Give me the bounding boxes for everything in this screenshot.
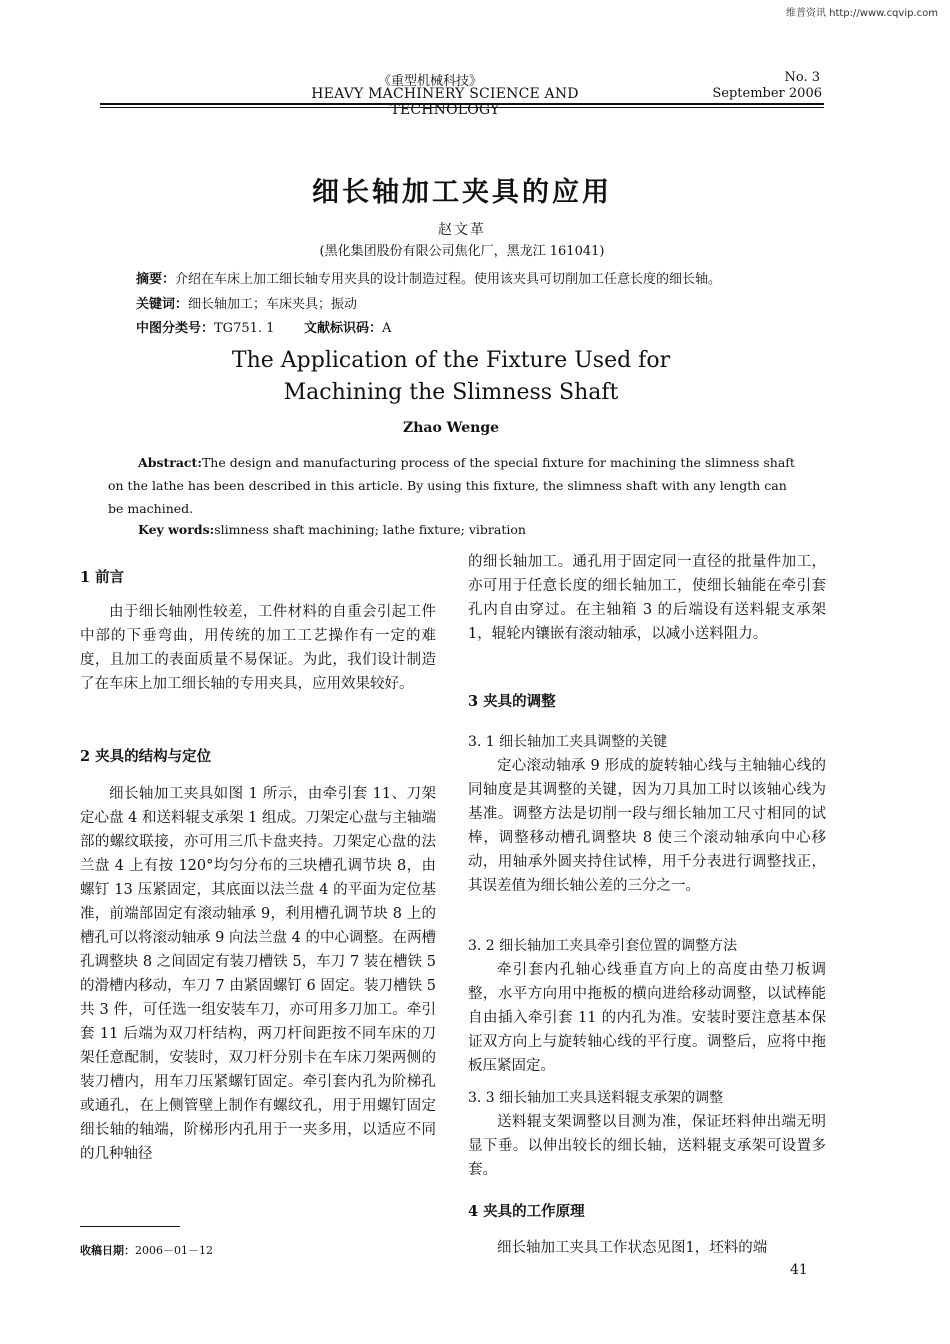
keywords-en-label: Key words: xyxy=(138,522,215,537)
section-3-2-heading: 3. 2 细长轴加工夹具牵引套位置的调整方法 xyxy=(468,938,738,954)
right-column-continuation xyxy=(468,550,826,646)
section-3-3-body xyxy=(468,1110,826,1182)
page-number: 41 xyxy=(790,1262,808,1278)
classification-cn xyxy=(136,317,274,336)
keywords-cn xyxy=(136,293,357,312)
author-en: Zhao Wenge xyxy=(402,420,500,436)
doc-code-cn xyxy=(304,317,391,336)
keywords-en xyxy=(138,522,526,537)
section-3-3-heading: 3. 3 细长轴加工夹具送料辊支承架的调整 xyxy=(468,1090,724,1106)
section-1-heading: 1 前言 xyxy=(80,569,125,586)
title-en-line2: Machining the Slimness Shaft xyxy=(283,380,619,405)
journal-title-cn: 《重型机械科技》 xyxy=(377,74,482,89)
section-3-3-paragraph: 送料辊支架调整以目测为准，保证坯料伸出端无明显下垂。以伸出较长的细长轴，送料辊支承架可设置多套。 xyxy=(468,1114,826,1178)
received-date xyxy=(80,1242,213,1258)
section-1-body xyxy=(80,600,436,696)
classification-cn-label: 中图分类号： xyxy=(136,321,215,336)
section-3-2-paragraph: 牵引套内孔轴心线垂直方向上的高度由垫刀板调整，水平方向用中拖板的横向进给移动调整，以试棒能自由插入牵引套 11 的内孔为准。安装时要注意基本保证双方向上与旋转轴心线的平行度。调整后，应将中拖板压紧固定。 xyxy=(468,962,826,1074)
abstract-cn-text: 介绍在车床上加工细长轴专用夹具的设计制造过程。使用该夹具可切削加工任意长度的细长轴。 xyxy=(175,272,722,287)
abstract-en-text: The design and manufacturing process of the special fixture for machining the slimness shaft on the lathe has been described in this article. By using this fixture, the slimness shaft with any length can be machined. xyxy=(108,455,795,516)
title-en-line1: The Application of the Fixture Used for xyxy=(231,348,671,373)
received-date-label: 收稿日期： xyxy=(80,1244,135,1257)
section-3-heading: 3 夹具的调整 xyxy=(468,693,556,710)
doc-code-cn-label: 文献标识码： xyxy=(304,321,383,336)
section-3-1-paragraph: 定心滚动轴承 9 形成的旋转轴心线与主轴轴心线的同轴度是其调整的关键，因为刀具加工时以该轴心线为基准。调整方法是切削一段与细长轴加工尺寸相同的试棒，调整移动槽孔调整块 8 使三个滚动轴承向中心移动，用轴承外圆夹持住试棒，用千分表进行调整找正，其误差值为细长轴公差的三分之一。 xyxy=(468,758,826,894)
section-4-heading: 4 夹具的工作原理 xyxy=(468,1203,585,1220)
keywords-cn-label: 关键词： xyxy=(136,297,189,312)
section-1-paragraph: 由于细长轴刚性较差，工件材料的自重会引起工件中部的下垂弯曲，用传统的加工工艺操作有一定的难度，且加工的表面质量不易保证。为此，我们设计制造了在车床上加工细长轴的专用夹具，应用效果较好。 xyxy=(80,604,436,692)
issue-number: No. 3 xyxy=(784,70,820,85)
abstract-cn xyxy=(136,268,721,287)
section-3-1-heading: 3. 1 细长轴加工夹具调整的关键 xyxy=(468,734,668,750)
author-cn: 赵文革 xyxy=(438,222,486,238)
section-2-paragraph: 细长轴加工夹具如图 1 所示，由牵引套 11、刀架定心盘 4 和送料辊支承架 1 组成。刀架定心盘与主轴端部的螺纹联接，亦可用三爪卡盘夹持。刀架定心盘的法兰盘 4 上有按 120°均匀分布的三块槽孔调节块 8，由螺钉 13 压紧固定，其底面以法兰盘 4 的平面为定位基准，前端部固定有滚动轴承 9，利用槽孔调节块 8 上的槽孔可以将滚动轴承 9 向法兰盘 4 的中心调整。在两槽孔调整块 8 之间固定有装刀槽铁 5，车刀 7 装在槽铁 5 的滑槽内移动，车刀 7 由紧固螺钉 6 固定。装刀槽铁 5 共 3 件，可任选一组安装车刀，亦可用多刀加工。牵引套 11 后端为双刀杆结构，两刀杆间距按不同车床的刀架任意配制，安装时，双刀杆分别卡在车床刀架两侧的装刀槽内，用车刀压紧螺钉固定。牵引套内孔为阶梯孔或通孔，在上侧管壁上制作有螺纹孔，用于用螺钉固定细长轴的轴端，阶梯形内孔用于一夹多用，以适应不同的几种轴径 xyxy=(80,786,436,1162)
continuation-paragraph: 的细长轴加工。通孔用于固定同一直径的批量件加工，亦可用于任意长度的细长轴加工，使细长轴能在牵引套孔内自由穿过。在主轴箱 3 的后端设有送料辊支承架 1，辊轮内镶嵌有滚动轴承，以减小送料阻力。 xyxy=(468,554,826,642)
classification-cn-text: TG751. 1 xyxy=(214,321,275,336)
keywords-en-text: slimness shaft machining; lathe fixture; vibration xyxy=(214,522,526,537)
journal-title-en: HEAVY MACHINERY SCIENCE AND TECHNOLOGY xyxy=(311,86,579,118)
section-4-body xyxy=(468,1236,826,1260)
abstract-en xyxy=(108,451,798,520)
section-3-2-body xyxy=(468,958,826,1078)
header-rule-thin xyxy=(100,107,824,108)
section-3-1-body xyxy=(468,754,826,898)
watermark: 维普资讯 http://www.cqvip.com xyxy=(785,8,938,19)
issue-date: September 2006 xyxy=(712,86,822,101)
doc-code-cn-text: A xyxy=(382,321,392,336)
section-4-paragraph: 细长轴加工夹具工作状态见图1，坯料的端 xyxy=(497,1240,768,1256)
keywords-cn-text: 细长轴加工；车床夹具；振动 xyxy=(188,297,358,312)
article-title-cn: 细长轴加工夹具的应用 xyxy=(312,177,612,208)
received-date-value: 2006－01－12 xyxy=(135,1244,213,1257)
footnote-rule xyxy=(80,1226,180,1227)
abstract-en-label: Abstract: xyxy=(138,455,202,470)
affiliation-cn: (黑化集团股份有限公司焦化厂，黑龙江 161041) xyxy=(319,244,605,259)
section-2-body xyxy=(80,782,436,1166)
article-title-en xyxy=(100,345,802,409)
abstract-cn-label: 摘要： xyxy=(136,272,176,287)
section-2-heading: 2 夹具的结构与定位 xyxy=(80,748,212,765)
header-rule xyxy=(100,103,824,105)
